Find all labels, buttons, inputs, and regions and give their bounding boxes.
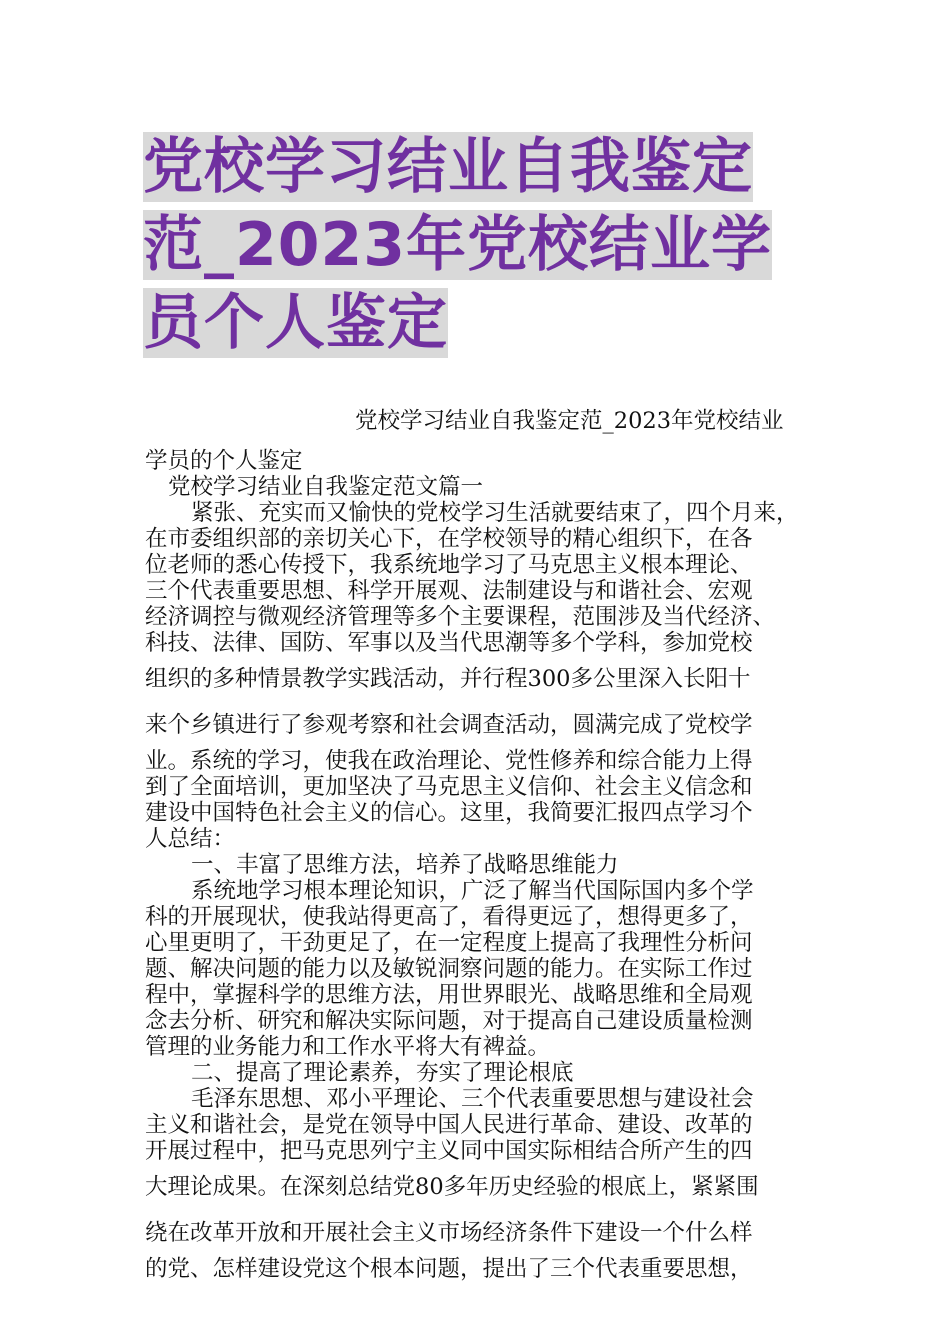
body-line: 来个乡镇进行了参观考察和社会调查活动，圆满完成了党校学 [145,712,753,738]
section-heading: 党校学习结业自我鉴定范文篇一 [168,474,484,500]
subtitle-line-1: 党校学习结业自我鉴定范_2023年党校结业 [355,408,784,434]
body-line: 题、解决问题的能力以及敏锐洞察问题的能力。在实际工作过 [145,956,753,982]
body-line: 心里更明了，干劲更足了，在一定程度上提高了我理性分析问 [145,930,753,956]
body-line: 毛泽东思想、邓小平理论、三个代表重要思想与建设社会 [191,1086,754,1112]
body-line: 在市委组织部的亲切关心下，在学校领导的精心组织下，在各 [145,526,753,552]
body-line: 开展过程中，把马克思列宁主义同中国实际相结合所产生的四 [145,1138,753,1164]
body-line: 紧张、充实而又愉快的党校学习生活就要结束了，四个月来， [191,500,799,526]
subtitle-line-2: 学员的个人鉴定 [145,448,303,474]
body-line: 的党、怎样建设党这个根本问题，提出了三个代表重要思想， [145,1256,753,1282]
body-line: 主义和谐社会，是党在领导中国人民进行革命、建设、改革的 [145,1112,753,1138]
body-line: 大理论成果。在深刻总结党80多年历史经验的根底上，紧紧围 [145,1174,759,1200]
body-line: 程中，掌握科学的思维方法，用世界眼光、战略思维和全局观 [145,982,753,1008]
body-line: 念去分析、研究和解决实际问题，对于提高自己建设质量检测 [145,1008,753,1034]
body-line: 系统地学习根本理论知识，广泛了解当代国际国内多个学 [191,878,754,904]
body-line: 二、提高了理论素养，夯实了理论根底 [191,1060,574,1086]
body-line: 业。系统的学习，使我在政治理论、党性修养和综合能力上得 [145,748,753,774]
body-line: 绕在改革开放和开展社会主义市场经济条件下建设一个什么样 [145,1220,753,1246]
body-line: 科的开展现状，使我站得更高了，看得更远了，想得更多了， [145,904,753,930]
document-title-text: 党校学习结业自我鉴定范_2023年党校结业学员个人鉴定 [143,132,772,358]
body-line: 人总结： [145,826,236,852]
body-line: 管理的业务能力和工作水平将大有裨益。 [145,1034,551,1060]
body-line: 到了全面培训，更加坚决了马克思主义信仰、社会主义信念和 [145,774,753,800]
body-line: 一、丰富了思维方法，培养了战略思维能力 [191,852,619,878]
body-line: 位老师的悉心传授下，我系统地学习了马克思主义根本理论、 [145,552,753,578]
body-line: 经济调控与微观经济管理等多个主要课程，范围涉及当代经济、 [145,604,776,630]
body-line: 科技、法律、国防、军事以及当代思潮等多个学科，参加党校 [145,630,753,656]
document-body [145,408,810,1282]
body-line: 建设中国特色社会主义的信心。这里，我简要汇报四点学习个 [145,800,753,826]
body-line: 组织的多种情景教学实践活动，并行程300多公里深入长阳十 [145,666,751,692]
document-title [143,128,813,362]
body-line: 三个代表重要思想、科学开展观、法制建设与和谐社会、宏观 [145,578,753,604]
